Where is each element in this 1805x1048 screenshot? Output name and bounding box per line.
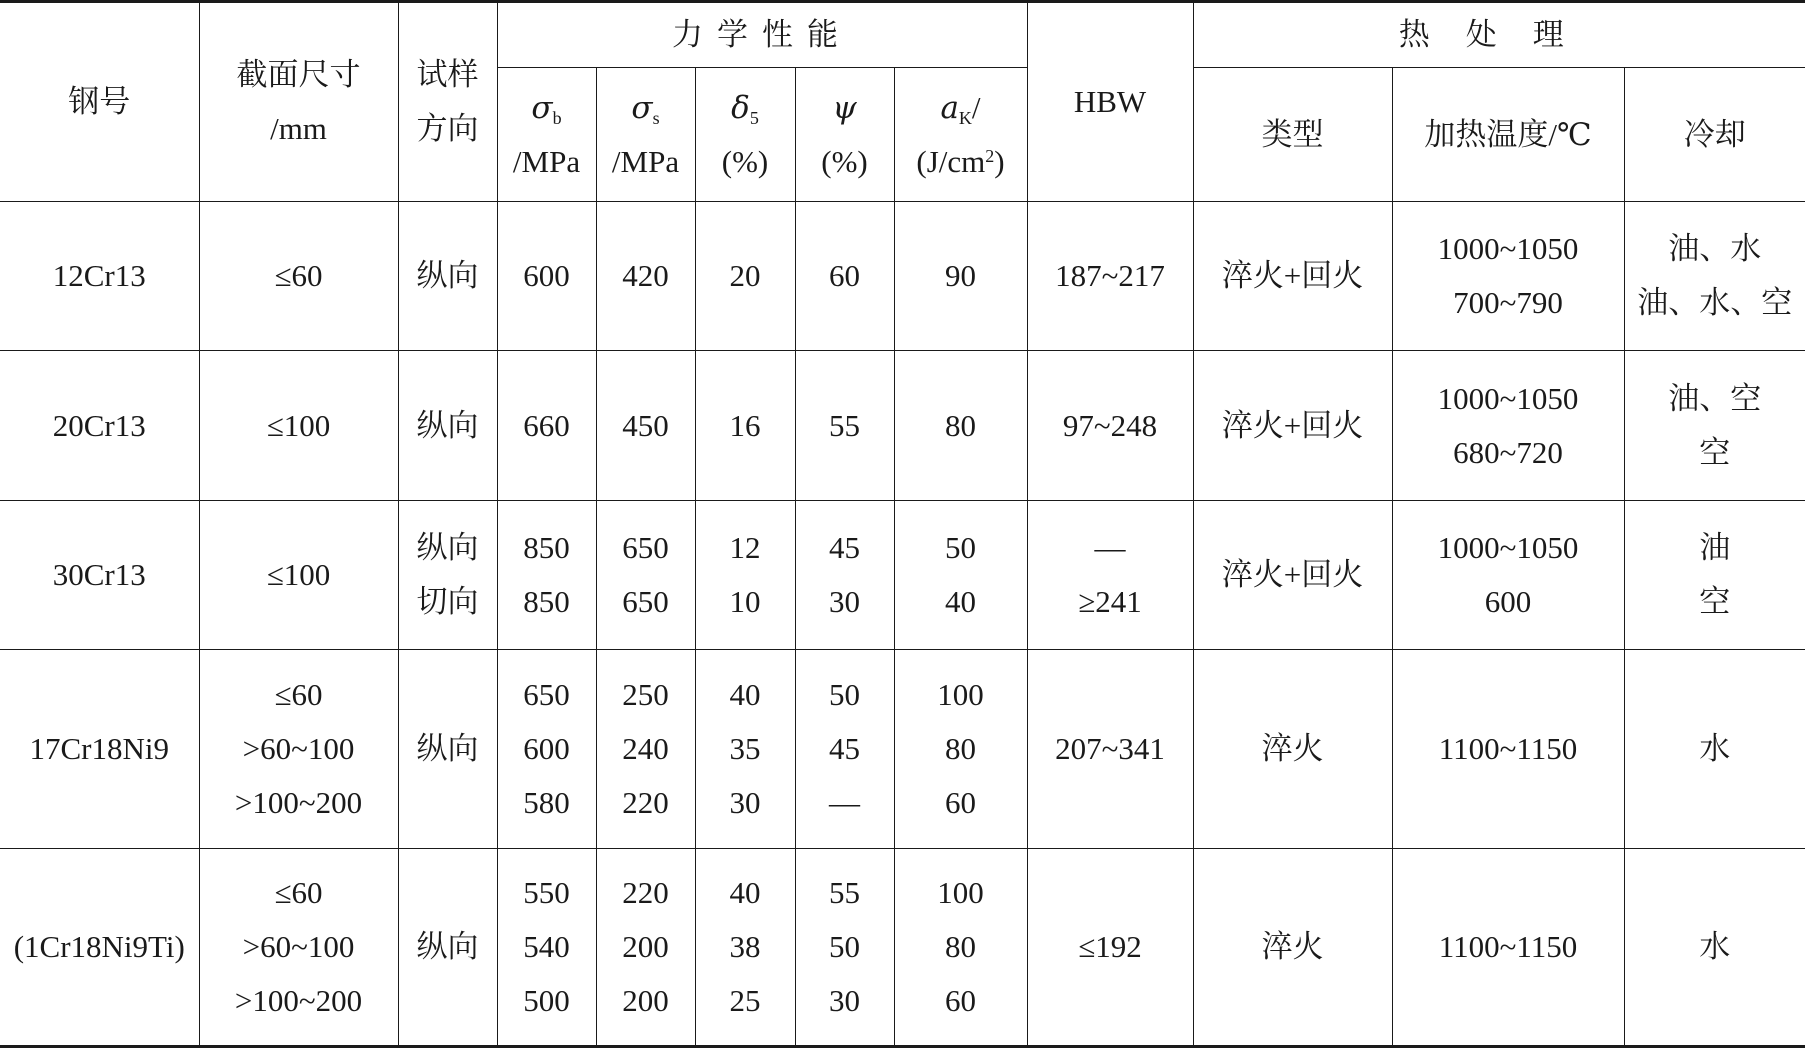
cell-ht-cooling-line: 空	[1699, 434, 1731, 470]
table-row	[0, 500, 1805, 649]
cell-sigma-b	[497, 500, 596, 649]
cell-delta5-line: 40	[729, 874, 761, 910]
cell-ht-cooling	[1624, 500, 1805, 649]
header-mechanical-properties: 力学性能	[497, 2, 1027, 68]
cell-sigma-b-line: 540	[523, 928, 570, 964]
cell-delta5-line: 20	[729, 258, 761, 294]
cell-sigma-b	[497, 202, 596, 351]
cell-ht-temperature-line: 700~790	[1453, 285, 1563, 321]
cell-ht-cooling-line: 空	[1699, 583, 1731, 619]
cell-sigma-b	[497, 848, 596, 1047]
cell-hbw-line: ≤192	[1078, 928, 1142, 964]
cell-ak-line: 80	[945, 928, 976, 964]
cell-psi	[795, 500, 894, 649]
cell-ht-temperature-line: 1000~1050	[1437, 380, 1579, 416]
cell-hbw	[1027, 202, 1193, 351]
cell-hbw-line: —	[1094, 529, 1126, 565]
cell-ht-cooling-line: 油、空	[1668, 380, 1762, 416]
cell-sigma-s-line: 200	[622, 928, 669, 964]
cell-ak-line: 60	[945, 784, 976, 820]
cell-section-size	[199, 202, 398, 351]
cell-sigma-b-line: 850	[523, 529, 570, 565]
cell-sigma-s-line: 200	[622, 982, 669, 1018]
cell-delta5-line: 35	[729, 730, 761, 766]
cell-ht-temperature	[1392, 351, 1624, 500]
cell-psi-line: —	[829, 784, 860, 820]
cell-psi-line: 55	[829, 407, 860, 443]
cell-ak-line: 50	[945, 529, 976, 565]
cell-hbw	[1027, 848, 1193, 1047]
cell-psi	[795, 848, 894, 1047]
cell-steel-no: 17Cr18Ni9	[0, 650, 199, 848]
cell-delta5	[695, 202, 795, 351]
header-specimen-direction: 试样 方向	[398, 2, 497, 202]
cell-section-size-line: ≤100	[266, 556, 331, 592]
cell-steel-no: 12Cr13	[0, 202, 199, 351]
cell-sigma-b-line: 550	[523, 874, 570, 910]
cell-ht-temperature	[1392, 500, 1624, 649]
cell-delta5-line: 30	[729, 784, 761, 820]
cell-psi-line: 30	[829, 583, 860, 619]
cell-hbw-line: 187~217	[1055, 258, 1165, 294]
cell-ht-cooling-line: 油	[1699, 529, 1731, 565]
cell-sigma-s-line: 240	[622, 730, 669, 766]
cell-ht-temperature-line: 600	[1484, 583, 1532, 619]
cell-specimen-direction	[398, 848, 497, 1047]
cell-psi-line: 60	[829, 258, 860, 294]
cell-ht-cooling-line: 油、水	[1668, 231, 1762, 267]
cell-ht-cooling-line: 水	[1699, 928, 1731, 964]
cell-sigma-s-line: 220	[622, 784, 669, 820]
cell-delta5-line: 10	[729, 583, 761, 619]
header-sigma-b: $\sigma_b$ /MPa	[497, 68, 596, 202]
header-delta5: $\delta_5$ (%)	[695, 68, 795, 202]
cell-sigma-b-line: 600	[523, 258, 570, 294]
cell-ht-type: 淬火+回火	[1193, 351, 1392, 500]
cell-sigma-b-line: 500	[523, 982, 570, 1018]
cell-specimen-direction-line: 纵向	[416, 258, 479, 294]
cell-specimen-direction	[398, 202, 497, 351]
header-ht-type: 类型	[1193, 68, 1392, 202]
cell-section-size-line: >60~100	[242, 730, 355, 766]
cell-section-size	[199, 351, 398, 500]
table-row	[0, 351, 1805, 500]
cell-hbw	[1027, 351, 1193, 500]
cell-ak	[894, 202, 1027, 351]
cell-psi-line: 50	[829, 928, 860, 964]
header-psi: ψ (%)	[795, 68, 894, 202]
cell-delta5-line: 25	[729, 982, 761, 1018]
cell-psi-line: 45	[829, 529, 860, 565]
cell-ht-type: 淬火+回火	[1193, 500, 1392, 649]
cell-steel-no: (1Cr18Ni9Ti)	[0, 848, 199, 1047]
cell-ht-temperature-line: 680~720	[1453, 434, 1563, 470]
cell-ht-temperature	[1392, 650, 1624, 848]
cell-sigma-s-line: 650	[622, 529, 669, 565]
cell-delta5-line: 40	[729, 676, 761, 712]
cell-ht-cooling-line: 水	[1699, 730, 1731, 766]
cell-ht-temperature	[1392, 202, 1624, 351]
cell-section-size	[199, 650, 398, 848]
cell-ht-cooling	[1624, 848, 1805, 1047]
cell-specimen-direction	[398, 650, 497, 848]
header-steel-no: 钢号	[0, 2, 199, 202]
cell-specimen-direction-line: 切向	[416, 583, 479, 619]
header-section-size: 截面尺寸 /mm	[199, 2, 398, 202]
cell-hbw-line: ≥241	[1078, 583, 1142, 619]
table-row	[0, 650, 1805, 848]
cell-ht-temperature-line: 1000~1050	[1437, 231, 1579, 267]
cell-section-size-line: ≤100	[266, 407, 331, 443]
cell-delta5	[695, 500, 795, 649]
header-hbw: HBW	[1027, 2, 1193, 202]
table-body	[0, 202, 1805, 1047]
header-ht-temperature: 加热温度/℃	[1392, 68, 1624, 202]
cell-ak	[894, 351, 1027, 500]
cell-sigma-b	[497, 351, 596, 500]
cell-section-size-line: ≤60	[274, 676, 323, 712]
cell-sigma-s-line: 220	[622, 874, 669, 910]
header-heat-treatment: 热处理	[1193, 2, 1805, 68]
cell-ht-cooling-line: 油、水、空	[1637, 285, 1793, 321]
cell-specimen-direction-line: 纵向	[416, 529, 479, 565]
cell-sigma-b	[497, 650, 596, 848]
cell-psi-line: 50	[829, 676, 860, 712]
cell-sigma-b-line: 650	[523, 676, 570, 712]
cell-hbw	[1027, 650, 1193, 848]
cell-sigma-b-line: 600	[523, 730, 570, 766]
cell-section-size-line: >100~200	[234, 982, 363, 1018]
header-row-1	[0, 2, 1805, 68]
cell-hbw-line: 97~248	[1062, 407, 1158, 443]
cell-steel-no: 30Cr13	[0, 500, 199, 649]
cell-sigma-s-line: 420	[622, 258, 669, 294]
cell-ht-temperature-line: 1100~1150	[1438, 928, 1578, 964]
cell-section-size-line: ≤60	[274, 258, 323, 294]
cell-delta5	[695, 351, 795, 500]
cell-ak-line: 90	[945, 258, 976, 294]
cell-ht-cooling	[1624, 650, 1805, 848]
cell-sigma-b-line: 850	[523, 583, 570, 619]
cell-ht-type: 淬火	[1193, 650, 1392, 848]
cell-sigma-s-line: 250	[622, 676, 669, 712]
cell-specimen-direction	[398, 500, 497, 649]
cell-section-size-line: >60~100	[242, 928, 355, 964]
cell-sigma-b-line: 660	[523, 407, 570, 443]
cell-ak	[894, 848, 1027, 1047]
cell-section-size-line: ≤60	[274, 874, 323, 910]
cell-delta5-line: 16	[729, 407, 761, 443]
cell-sigma-s	[596, 848, 695, 1047]
cell-sigma-s-line: 450	[622, 407, 669, 443]
cell-sigma-s-line: 650	[622, 583, 669, 619]
cell-ht-cooling	[1624, 351, 1805, 500]
cell-psi	[795, 351, 894, 500]
cell-ht-cooling	[1624, 202, 1805, 351]
cell-psi-line: 30	[829, 982, 860, 1018]
cell-psi	[795, 650, 894, 848]
table-row	[0, 202, 1805, 351]
cell-ht-type: 淬火	[1193, 848, 1392, 1047]
cell-psi-line: 55	[829, 874, 860, 910]
cell-steel-no: 20Cr13	[0, 351, 199, 500]
header-ak: $a_K/$ $(J/cm^2)$	[894, 68, 1027, 202]
cell-delta5	[695, 848, 795, 1047]
cell-delta5-line: 38	[729, 928, 761, 964]
cell-specimen-direction-line: 纵向	[416, 407, 479, 443]
cell-section-size	[199, 848, 398, 1047]
cell-ht-temperature-line: 1100~1150	[1438, 730, 1578, 766]
cell-delta5	[695, 650, 795, 848]
cell-specimen-direction	[398, 351, 497, 500]
cell-hbw	[1027, 500, 1193, 649]
cell-ak-line: 80	[945, 730, 976, 766]
cell-specimen-direction-line: 纵向	[416, 928, 479, 964]
cell-sigma-s	[596, 650, 695, 848]
cell-sigma-b-line: 580	[523, 784, 570, 820]
cell-psi	[795, 202, 894, 351]
cell-ht-type: 淬火+回火	[1193, 202, 1392, 351]
cell-psi-line: 45	[829, 730, 860, 766]
header-ht-cooling: 冷却	[1624, 68, 1805, 202]
header-sigma-s: $\sigma_s$ /MPa	[596, 68, 695, 202]
table-row	[0, 848, 1805, 1047]
cell-ht-temperature-line: 1000~1050	[1437, 529, 1579, 565]
cell-ak-line: 100	[937, 676, 984, 712]
cell-hbw-line: 207~341	[1055, 730, 1165, 766]
cell-ak-line: 100	[937, 874, 984, 910]
cell-sigma-s	[596, 351, 695, 500]
cell-sigma-s	[596, 202, 695, 351]
cell-specimen-direction-line: 纵向	[416, 730, 479, 766]
cell-sigma-s	[596, 500, 695, 649]
cell-section-size-line: >100~200	[234, 784, 363, 820]
cell-ak	[894, 500, 1027, 649]
cell-ak	[894, 650, 1027, 848]
cell-ht-temperature	[1392, 848, 1624, 1047]
cell-ak-line: 60	[945, 982, 976, 1018]
cell-delta5-line: 12	[729, 529, 761, 565]
cell-section-size	[199, 500, 398, 649]
cell-ak-line: 40	[945, 583, 976, 619]
cell-ak-line: 80	[945, 407, 976, 443]
